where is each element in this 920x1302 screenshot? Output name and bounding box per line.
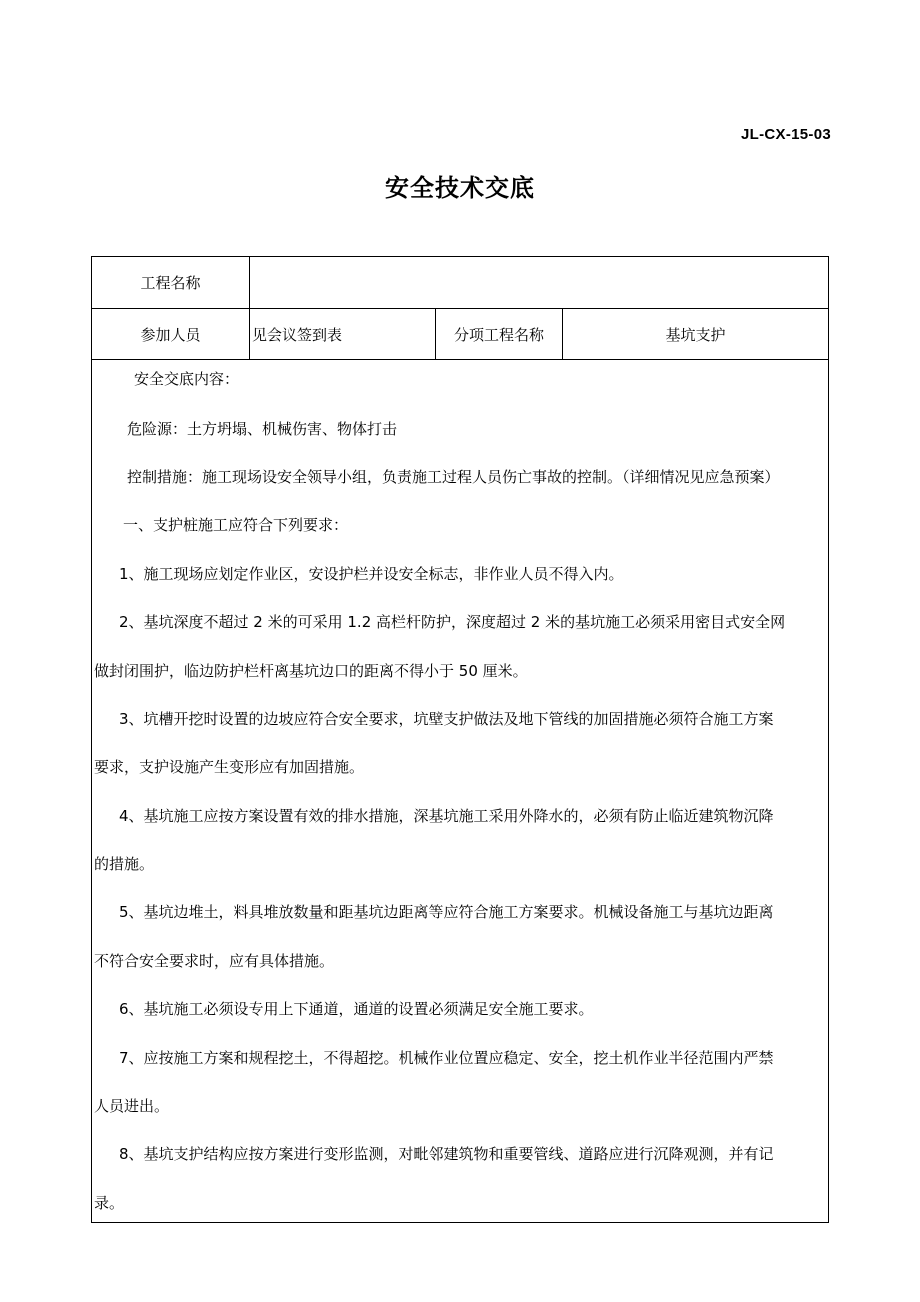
requirement-item-continuation: 做封闭围护，临边防护栏杆离基坑边口的距离不得小于 50 厘米。 <box>94 662 528 680</box>
hazard-source: 危险源：土方坍塌、机械伤害、物体打击 <box>127 420 398 438</box>
content-heading: 安全交底内容： <box>134 370 240 388</box>
participants-row <box>92 309 828 360</box>
requirement-item: 4、基坑施工应按方案设置有效的排水措施，深基坑施工采用外降水的，必须有防止临近建筑物沉降 <box>119 807 774 825</box>
control-measures: 控制措施：施工现场设安全领导小组，负责施工过程人员伤亡事故的控制。（详细情况见应急预案） <box>127 468 780 486</box>
requirement-item-continuation: 人员进出。 <box>94 1097 170 1115</box>
requirement-item: 6、基坑施工必须设专用上下通道，通道的设置必须满足安全施工要求。 <box>119 1000 594 1018</box>
sub-project-value: 基坑支护 <box>665 325 726 344</box>
document-code: JL-CX-15-03 <box>741 126 831 143</box>
participants-value: 见会议签到表 <box>250 309 436 359</box>
section-heading: 一、支护桩施工应符合下列要求： <box>123 516 349 534</box>
project-name-row <box>92 257 828 309</box>
project-name-value <box>250 257 828 308</box>
requirement-item-continuation: 录。 <box>94 1194 125 1212</box>
requirement-item: 2、基坑深度不超过 2 米的可采用 1.2 高栏杆防护，深度超过 2 米的基坑施工必须采用密目式安全网 <box>119 613 786 631</box>
disclosure-form <box>91 256 829 1223</box>
sub-project-label: 分项工程名称 <box>436 309 563 359</box>
requirement-item: 1、施工现场应划定作业区，安设护栏并设安全标志，非作业人员不得入内。 <box>119 565 624 583</box>
requirement-item-continuation: 不符合安全要求时，应有具体措施。 <box>94 952 335 970</box>
project-name-label: 工程名称 <box>92 257 250 308</box>
participants-label: 参加人员 <box>92 309 250 359</box>
requirement-item: 7、应按施工方案和规程挖土，不得超挖。机械作业位置应稳定、安全，挖土机作业半径范围内严禁 <box>119 1049 774 1067</box>
disclosure-content <box>92 360 828 1222</box>
requirement-item-continuation: 要求，支护设施产生变形应有加固措施。 <box>94 758 365 776</box>
requirement-item-continuation: 的措施。 <box>94 855 155 873</box>
requirement-item: 5、基坑边堆土，料具堆放数量和距基坑边距离等应符合施工方案要求。机械设备施工与基坑边距离 <box>119 903 774 921</box>
document-title: 安全技术交底 <box>385 174 535 202</box>
requirement-item: 8、基坑支护结构应按方案进行变形监测，对毗邻建筑物和重要管线、道路应进行沉降观测，并有记 <box>119 1145 774 1163</box>
requirement-item: 3、坑槽开挖时设置的边坡应符合安全要求，坑壁支护做法及地下管线的加固措施必须符合施工方案 <box>119 710 774 728</box>
